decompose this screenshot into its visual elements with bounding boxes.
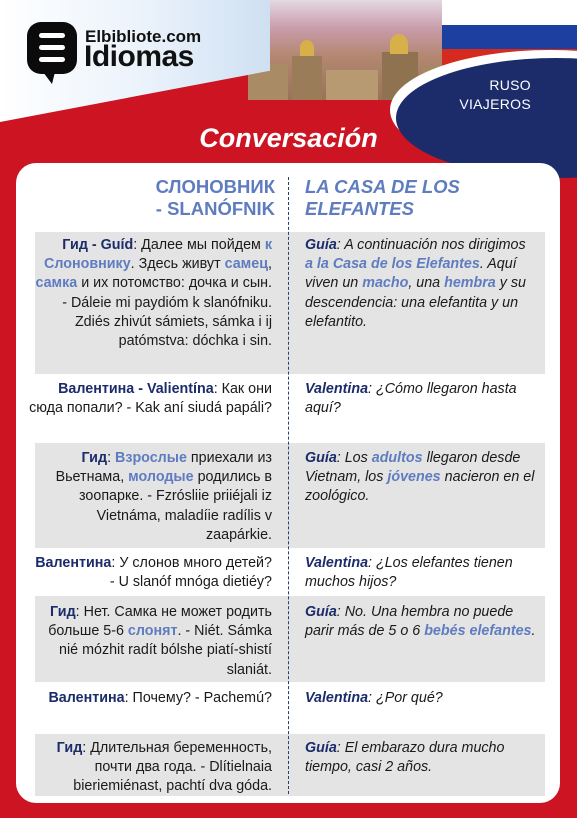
russian-line bbox=[28, 449, 272, 545]
dialogue-text: llegaron desde Vietnam, los bbox=[305, 450, 521, 486]
russian-line bbox=[28, 689, 272, 708]
highlighted-term: macho bbox=[362, 275, 409, 292]
spanish-line bbox=[305, 739, 537, 777]
russian-line bbox=[28, 236, 272, 351]
dialogue-text: приехали из Вьетнама, bbox=[55, 450, 272, 486]
dialogue-text: nacieron en el zoológico. bbox=[305, 469, 535, 505]
russian-column-heading bbox=[75, 176, 275, 220]
russian-line bbox=[28, 739, 272, 797]
spanish-heading-line1: LA CASA DE LOS bbox=[305, 176, 460, 197]
dialogue-text: . - Niét. Sámka nié mózhit radít bólshe piatí-shistí slaniát. bbox=[59, 623, 272, 678]
russian-heading-line1: СЛОНОВНИК bbox=[155, 176, 275, 197]
highlighted-term: Взрослые bbox=[115, 450, 187, 466]
speaker-name: Валентина bbox=[35, 555, 112, 571]
russian-heading-line2: - SLANÓFNIK bbox=[155, 198, 275, 219]
dialogue-text: : El embarazo dura mucho tiempo, casi 2 años. bbox=[305, 740, 505, 776]
logo-speech-tail bbox=[40, 68, 56, 84]
dialogue-text: y su descendencia: una elefantita y un elefantito. bbox=[305, 275, 526, 330]
brand-name-small: Elbibliote.com bbox=[85, 27, 202, 46]
highlighted-term: bebés elefantes bbox=[424, 623, 532, 640]
dialogue-text: : ¿Por qué? bbox=[368, 690, 443, 706]
speaker-name: Гид bbox=[56, 740, 83, 756]
dialogue-text: : ¿Cómo llegaron hasta aquí? bbox=[305, 381, 517, 417]
dialogue-text: . bbox=[531, 623, 536, 640]
speaker-name: Гид - Guíd bbox=[62, 237, 134, 253]
page-title: Conversación bbox=[199, 123, 378, 153]
spanish-line bbox=[305, 554, 537, 592]
speaker-name: Valentina bbox=[305, 381, 369, 397]
spanish-line bbox=[305, 236, 537, 332]
highlighted-term: a la Casa de los Elefantes bbox=[305, 256, 480, 273]
russian-line bbox=[28, 554, 272, 592]
dialogue-text: : Далее мы пойдем bbox=[133, 237, 265, 253]
column-divider bbox=[288, 177, 289, 794]
speaker-name: Valentina bbox=[305, 555, 369, 571]
speaker-name: Валентина bbox=[48, 690, 125, 706]
speaker-name: Guía bbox=[305, 740, 337, 756]
dialogue-text: : ¿Los elefantes tienen muchos hijos? bbox=[305, 555, 513, 591]
spanish-line bbox=[305, 449, 537, 507]
spanish-line bbox=[305, 689, 537, 708]
dialogue-text: : A continuación nos dirigimos bbox=[336, 237, 526, 253]
highlighted-term: молодые bbox=[128, 469, 194, 486]
dialogue-text: : No. Una hembra no puede parir más de 5 o 6 bbox=[305, 604, 514, 640]
language-label: RUSO bbox=[489, 77, 531, 93]
dialogue-text: . Здесь живут bbox=[130, 256, 225, 273]
spanish-line bbox=[305, 380, 537, 418]
brand-name-big: Idiomas bbox=[84, 40, 194, 73]
dialogue-text: : Длительная беременность, почти два года. - Dlítielnaia bieriemiénast, pachtí dva góda. bbox=[73, 740, 272, 795]
dialogue-text: родились в зоопарке. - Fzrósliie priiéjali iz Vietnáma, maladíie radílis v zaapárkie. bbox=[79, 469, 272, 543]
speaker-name: Валентина - Valientína bbox=[58, 381, 214, 397]
dialogue-text: , una bbox=[408, 275, 445, 292]
dialogue-text: , bbox=[268, 256, 272, 273]
dialogue-text: : Как они сюда попали? - Kak aní siudá papáli? bbox=[29, 381, 272, 417]
speaker-name: Guía bbox=[305, 237, 337, 253]
highlighted-term: hembra bbox=[444, 275, 496, 292]
spanish-line bbox=[305, 603, 537, 641]
highlighted-term: самец bbox=[224, 256, 269, 273]
dialogue-text: : Los bbox=[336, 450, 372, 466]
spanish-column-heading bbox=[305, 176, 545, 220]
speaker-name: Guía bbox=[305, 604, 337, 620]
speaker-name: Guía bbox=[305, 450, 337, 466]
russian-line bbox=[28, 380, 272, 418]
highlighted-term: adultos bbox=[371, 450, 423, 466]
highlighted-term: jóvenes bbox=[387, 469, 441, 486]
audience-label: VIAJEROS bbox=[459, 96, 531, 112]
dialogue-text: : У слонов много детей? - U slanóf mnóga dietiéy? bbox=[109, 555, 272, 591]
speaker-name: Гид bbox=[50, 604, 76, 620]
dialogue-text: : Нет. Самка не может родить больше 5-6 bbox=[48, 604, 272, 640]
spanish-heading-line2: ELEFANTES bbox=[305, 198, 414, 219]
highlighted-term: слонят bbox=[127, 623, 178, 640]
highlighted-term: к Слоновнику bbox=[44, 237, 272, 273]
highlighted-term: самка bbox=[35, 275, 78, 292]
speaker-name: Valentina bbox=[305, 690, 369, 706]
dialogue-text: . Aquí viven un bbox=[305, 256, 517, 292]
brand-logo-icon bbox=[27, 22, 77, 74]
russian-line bbox=[28, 603, 272, 680]
dialogue-text: : bbox=[107, 450, 116, 466]
speaker-name: Гид bbox=[81, 450, 108, 466]
dialogue-text: : Почему? - Pachemú? bbox=[124, 690, 272, 706]
dialogue-text: и их потомство: дочка и сын. - Dáleie mi paydióm k slanófniku. Zdiés zhivút sámiets, sámka i ij patómstva: dóchka i sin. bbox=[62, 275, 272, 350]
